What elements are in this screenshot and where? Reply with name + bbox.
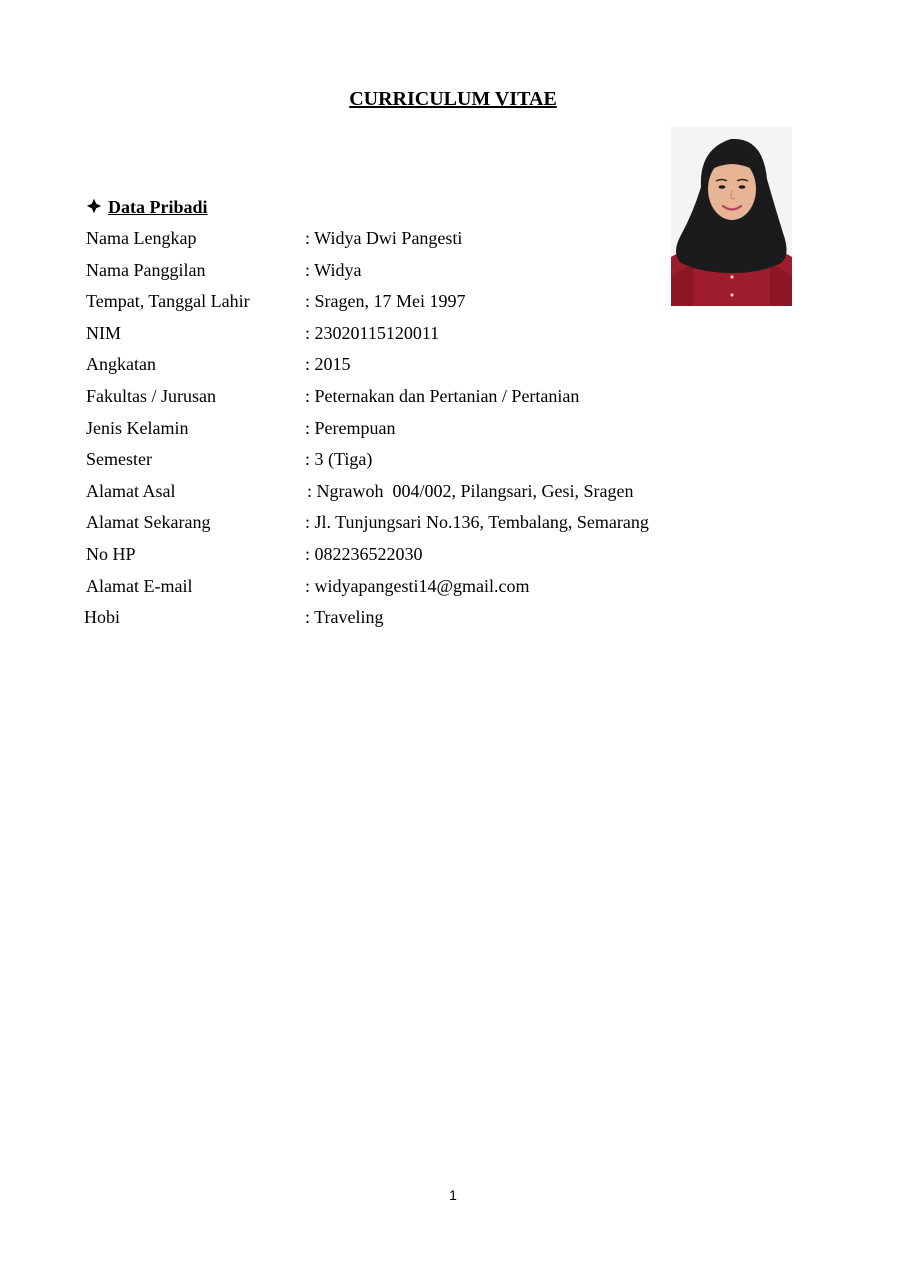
info-label: NIM	[86, 322, 121, 343]
info-row-nim	[86, 321, 726, 353]
info-label: Jenis Kelamin	[86, 417, 189, 438]
section-heading-label: Data Pribadi	[108, 197, 208, 217]
info-label: Tempat, Tanggal Lahir	[86, 291, 250, 312]
info-value: : Peternakan dan Pertanian / Pertanian	[305, 385, 580, 406]
info-label: No HP	[86, 543, 136, 564]
info-value: : Widya Dwi Pangesti	[305, 228, 463, 248]
info-row-angkatan	[86, 352, 726, 384]
info-row-no-hp	[86, 542, 726, 574]
info-row-nama-panggilan	[86, 258, 726, 290]
info-label: Fakultas / Jurusan	[86, 385, 216, 406]
info-label: Nama Panggilan	[86, 259, 206, 280]
info-row-jenis-kelamin	[86, 416, 726, 448]
section-heading-data-pribadi	[86, 195, 208, 219]
info-row-nama-lengkap	[86, 226, 726, 258]
info-value: : Sragen, 17 Mei 1997	[305, 291, 466, 312]
info-label: Alamat E-mail	[86, 575, 193, 596]
personal-data-list	[86, 226, 726, 637]
info-row-alamat-sekarang	[86, 510, 726, 542]
info-label: Alamat Sekarang	[86, 512, 211, 533]
info-label: Angkatan	[86, 354, 156, 375]
info-value: : Perempuan	[305, 417, 396, 438]
info-label: Semester	[86, 449, 152, 470]
info-row-hobi	[86, 605, 726, 637]
info-row-semester	[86, 447, 726, 479]
info-value: : Traveling	[305, 607, 384, 628]
info-label: Nama Lengkap	[86, 228, 197, 248]
info-value: : 3 (Tiga)	[305, 449, 373, 470]
info-value: : 23020115120011	[305, 322, 440, 343]
info-label: Hobi	[84, 607, 120, 628]
info-row-fakultas-jurusan	[86, 384, 726, 416]
info-label: Alamat Asal	[86, 480, 176, 501]
info-value: : widyapangesti14@gmail.com	[305, 575, 530, 596]
info-value: : Ngrawoh 004/002, Pilangsari, Gesi, Sragen	[307, 480, 634, 501]
info-value: : 2015	[305, 354, 351, 375]
document-title: CURRICULUM VITAE	[349, 88, 557, 110]
info-value: : Jl. Tunjungsari No.136, Tembalang, Semarang	[305, 512, 649, 533]
info-row-tempat-tanggal-lahir	[86, 289, 726, 321]
diamond-bullet-icon	[86, 198, 102, 214]
info-row-alamat-email	[86, 574, 726, 606]
info-value: : 082236522030	[305, 543, 423, 564]
info-value: : Widya	[305, 259, 362, 280]
info-row-alamat-asal	[86, 479, 726, 511]
page-number: 1	[449, 1187, 457, 1203]
